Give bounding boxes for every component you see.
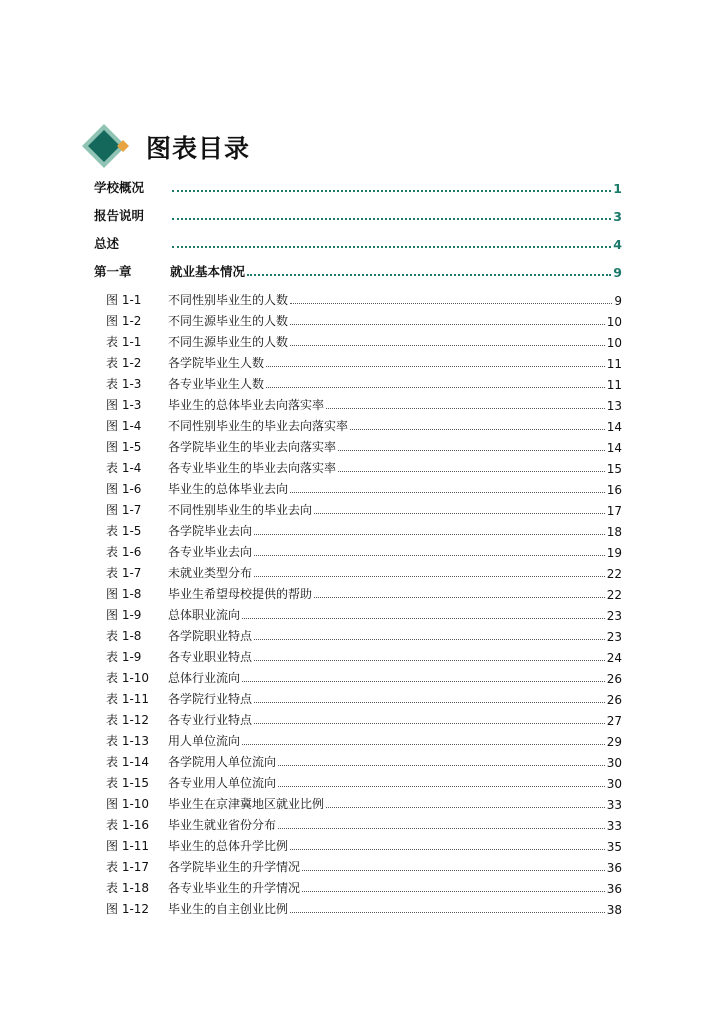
- entry-page: 23: [606, 630, 622, 644]
- entry-page: 19: [606, 546, 622, 560]
- toc-sub-entry[interactable]: [106, 876, 622, 896]
- entry-label: 表 1-9: [106, 650, 142, 664]
- entry-label: 图 1-7: [106, 503, 142, 517]
- entry-page: 17: [606, 504, 622, 518]
- entry-name: 各专业行业特点: [168, 713, 253, 727]
- entry-name: 总体职业流向: [168, 608, 241, 622]
- entry-page: 4: [613, 237, 622, 252]
- dot-leader: [254, 660, 605, 661]
- toc-sub-entry[interactable]: [106, 456, 622, 476]
- entry-name: 不同生源毕业生的人数: [168, 335, 289, 349]
- toc-sub-entry[interactable]: [106, 792, 622, 812]
- dot-leader: [247, 274, 611, 276]
- entry-page: 30: [606, 777, 622, 791]
- dot-leader: [254, 534, 605, 535]
- dot-leader: [314, 513, 605, 514]
- toc-sub-entry[interactable]: [106, 624, 622, 644]
- entry-label: 表 1-17: [106, 860, 150, 874]
- toc-sub-entry[interactable]: [106, 519, 622, 539]
- entry-page: 11: [606, 378, 622, 392]
- entry-name: 毕业生就业省份分布: [168, 818, 277, 832]
- entry-page: 33: [606, 798, 622, 812]
- toc-sub-entry[interactable]: [106, 666, 622, 686]
- entry-label: 表 1-5: [106, 524, 142, 538]
- entry-name: 毕业生在京津冀地区就业比例: [168, 797, 325, 811]
- entry-label: 表 1-2: [106, 356, 142, 370]
- entry-name: 各学院职业特点: [168, 629, 253, 643]
- entry-label: 图 1-1: [106, 293, 142, 307]
- entry-label: 表 1-12: [106, 713, 150, 727]
- dot-leader: [302, 870, 605, 871]
- entry-name: 毕业生的自主创业比例: [168, 902, 289, 916]
- entry-page: 22: [606, 588, 622, 602]
- dot-leader: [314, 597, 605, 598]
- entry-page: 33: [606, 819, 622, 833]
- entry-page: 35: [606, 840, 622, 854]
- dot-leader: [290, 303, 612, 304]
- entry-name: 不同性别毕业生的毕业去向落实率: [168, 419, 349, 433]
- entry-label: 图 1-9: [106, 608, 142, 622]
- entry-page: 1: [613, 181, 622, 196]
- dot-leader: [278, 786, 605, 787]
- entry-label: 图 1-8: [106, 587, 142, 601]
- toc-main-entry[interactable]: [94, 232, 622, 252]
- entry-name: 毕业生的总体毕业去向: [168, 482, 289, 496]
- entry-label: 图 1-5: [106, 440, 142, 454]
- entry-label: 表 1-15: [106, 776, 150, 790]
- dot-leader: [338, 450, 605, 451]
- toc-sub-entry[interactable]: [106, 834, 622, 854]
- entry-name: 就业基本情况: [170, 264, 246, 279]
- toc-sub-entry[interactable]: [106, 855, 622, 875]
- dot-leader: [350, 429, 605, 430]
- entry-label: 图 1-2: [106, 314, 142, 328]
- entry-name: 未就业类型分布: [168, 566, 253, 580]
- toc-sub-entry[interactable]: [106, 414, 622, 434]
- entry-name: 各专业毕业去向: [168, 545, 253, 559]
- entry-label: 表 1-4: [106, 461, 142, 475]
- toc-sub-entry[interactable]: [106, 813, 622, 833]
- dot-leader: [266, 387, 605, 388]
- entry-label: 图 1-11: [106, 839, 150, 853]
- entry-name: 各专业职业特点: [168, 650, 253, 664]
- entry-label: 学校概况: [94, 180, 145, 195]
- toc-sub-entry[interactable]: [106, 582, 622, 602]
- dot-leader: [290, 345, 605, 346]
- dot-leader: [326, 807, 605, 808]
- dot-leader: [278, 765, 605, 766]
- entry-page: 26: [606, 672, 622, 686]
- entry-page: 18: [606, 525, 622, 539]
- entry-name: 毕业生希望母校提供的帮助: [168, 587, 313, 601]
- entry-name: 毕业生的总体升学比例: [168, 839, 289, 853]
- entry-label: 图 1-10: [106, 797, 150, 811]
- entry-label: 表 1-8: [106, 629, 142, 643]
- dot-leader: [254, 702, 605, 703]
- dot-leader: [278, 828, 605, 829]
- dot-leader: [254, 723, 605, 724]
- toc-sub-entry[interactable]: [106, 729, 622, 749]
- toc-main-entry[interactable]: [94, 204, 622, 224]
- entry-page: 13: [606, 399, 622, 413]
- toc-main-entry[interactable]: [94, 176, 622, 196]
- toc-sub-entry[interactable]: [106, 351, 622, 371]
- toc-sub-entry[interactable]: [106, 372, 622, 392]
- entry-page: 36: [606, 882, 622, 896]
- entry-label: 图 1-6: [106, 482, 142, 496]
- dot-leader: [172, 218, 611, 220]
- toc-sub-entry[interactable]: [106, 477, 622, 497]
- entry-page: 38: [606, 903, 622, 917]
- toc-sub-entry[interactable]: [106, 288, 622, 308]
- entry-label: 图 1-3: [106, 398, 142, 412]
- entry-page: 14: [606, 420, 622, 434]
- toc-sub-entry[interactable]: [106, 393, 622, 413]
- toc-sub-entry[interactable]: [106, 309, 622, 329]
- entry-name: 毕业生的总体毕业去向落实率: [168, 398, 325, 412]
- entry-page: 26: [606, 693, 622, 707]
- entry-name: 不同性别毕业生的人数: [168, 293, 289, 307]
- entry-page: 29: [606, 735, 622, 749]
- entry-label: 图 1-12: [106, 902, 150, 916]
- entry-name: 不同生源毕业生的人数: [168, 314, 289, 328]
- toc-main-entry[interactable]: [94, 260, 622, 280]
- dot-leader: [290, 324, 605, 325]
- toc-sub-entry[interactable]: [106, 771, 622, 791]
- entry-name: 各学院毕业去向: [168, 524, 253, 538]
- dot-leader: [326, 408, 605, 409]
- entry-name: 各学院行业特点: [168, 692, 253, 706]
- entry-label: 表 1-13: [106, 734, 150, 748]
- entry-label: 总述: [94, 236, 120, 251]
- entry-label: 表 1-16: [106, 818, 150, 832]
- entry-label: 表 1-3: [106, 377, 142, 391]
- entry-label: 表 1-14: [106, 755, 150, 769]
- entry-page: 11: [606, 357, 622, 371]
- entry-page: 24: [606, 651, 622, 665]
- dot-leader: [242, 744, 605, 745]
- toc-sub-entry[interactable]: [106, 708, 622, 728]
- dot-leader: [290, 912, 605, 913]
- entry-page: 30: [606, 756, 622, 770]
- dot-leader: [254, 639, 605, 640]
- dot-leader: [172, 246, 611, 248]
- entry-name: 各学院毕业生的升学情况: [168, 860, 301, 874]
- toc-sub-entry[interactable]: [106, 897, 622, 917]
- entry-name: 用人单位流向: [168, 734, 241, 748]
- entry-label: 表 1-11: [106, 692, 150, 706]
- entry-name: 各学院毕业生人数: [168, 356, 265, 370]
- dot-leader: [254, 576, 605, 577]
- entry-label: 报告说明: [94, 208, 145, 223]
- entry-page: 27: [606, 714, 622, 728]
- entry-page: 14: [606, 441, 622, 455]
- toc-sub-entry[interactable]: [106, 540, 622, 560]
- diamond-logo-icon: [82, 124, 146, 168]
- entry-name: 总体行业流向: [168, 671, 241, 685]
- dot-leader: [242, 681, 605, 682]
- dot-leader: [338, 471, 605, 472]
- toc-sub-entry[interactable]: [106, 687, 622, 707]
- entry-name: 各学院用人单位流向: [168, 755, 277, 769]
- entry-page: 23: [606, 609, 622, 623]
- entry-name: 不同性别毕业生的毕业去向: [168, 503, 313, 517]
- entry-name: 各专业毕业生人数: [168, 377, 265, 391]
- entry-page: 15: [606, 462, 622, 476]
- entry-name: 各专业用人单位流向: [168, 776, 277, 790]
- entry-label: 表 1-7: [106, 566, 142, 580]
- entry-label: 表 1-10: [106, 671, 150, 685]
- dot-leader: [290, 492, 605, 493]
- toc-title-block: [82, 124, 282, 168]
- entry-page: 9: [613, 265, 622, 280]
- entry-page: 9: [614, 294, 622, 308]
- entry-page: 3: [613, 209, 622, 224]
- entry-page: 36: [606, 861, 622, 875]
- dot-leader: [242, 618, 605, 619]
- dot-leader: [266, 366, 605, 367]
- entry-page: 16: [606, 483, 622, 497]
- entry-label: 表 1-1: [106, 335, 142, 349]
- entry-label: 表 1-6: [106, 545, 142, 559]
- toc-sub-entry[interactable]: [106, 603, 622, 623]
- entry-name: 各专业毕业生的升学情况: [168, 881, 301, 895]
- toc-sub-entry[interactable]: [106, 750, 622, 770]
- dot-leader: [172, 190, 611, 192]
- dot-leader: [302, 891, 605, 892]
- entry-page: 22: [606, 567, 622, 581]
- entry-name: 各学院毕业生的毕业去向落实率: [168, 440, 337, 454]
- entry-label: 表 1-18: [106, 881, 150, 895]
- page-title: 图表目录: [146, 134, 251, 163]
- entry-label: 第一章: [94, 264, 132, 279]
- toc-sub-entry[interactable]: [106, 645, 622, 665]
- entry-page: 10: [606, 336, 622, 350]
- dot-leader: [254, 555, 605, 556]
- entry-name: 各专业毕业生的毕业去向落实率: [168, 461, 337, 475]
- toc-sub-entry[interactable]: [106, 498, 622, 518]
- toc-sub-entry[interactable]: [106, 330, 622, 350]
- toc-sub-entry[interactable]: [106, 561, 622, 581]
- dot-leader: [290, 849, 605, 850]
- entry-page: 10: [606, 315, 622, 329]
- entry-label: 图 1-4: [106, 419, 142, 433]
- toc-sub-entry[interactable]: [106, 435, 622, 455]
